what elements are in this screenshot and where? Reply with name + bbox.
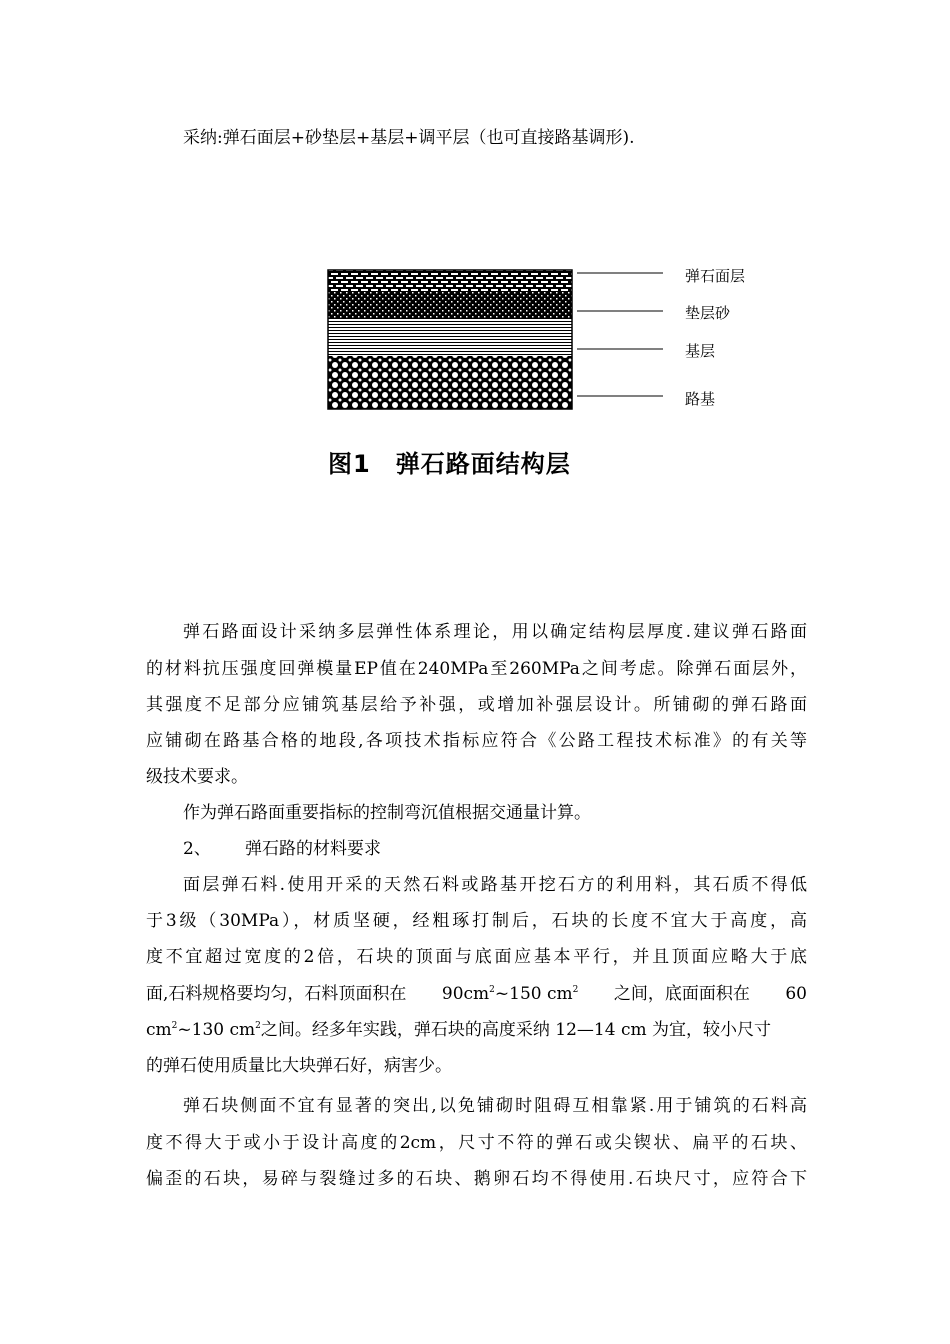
p3-line4-num: 60 xyxy=(785,984,807,1004)
paragraph-4-line-1: 弹石块侧面不宜有显著的突出,以免铺砌时阻碍互相靠紧.用于铺筑的石料高 xyxy=(183,1096,807,1116)
paragraph-1-line-3: 其强度不足部分应铺筑基层给予补强，或增加补强层设计。所铺砌的弹石路面 xyxy=(146,695,807,715)
p3-line4-text: 面,石料规格要均匀，石料顶面积在 xyxy=(146,984,407,1004)
label-subgrade-layer: 路基 xyxy=(685,390,716,408)
figure-caption: 图1 弹石路面结构层 xyxy=(328,450,571,478)
section-number: 2、 xyxy=(183,839,211,859)
paragraph-1-line-2: 的材料抗压强度回弹模量EP值在240MPa至260MPa之间考虑。除弹石面层外， xyxy=(146,659,807,679)
paragraph-3-line-4 xyxy=(146,984,807,1004)
paragraph-1-line-4: 应铺砌在路基合格的地段,各项技术指标应符合《公路工程技术标准》的有关等 xyxy=(146,731,807,751)
paragraph-3-line-6: 的弹石使用质量比大块弹石好，病害少。 xyxy=(146,1056,452,1076)
paragraph-4-line-3: 偏歪的石块，易碎与裂缝过多的石块、鹅卵石均不得使用.石块尺寸，应符合下 xyxy=(146,1169,807,1189)
paragraph-3-line-5: $cm^2\sim 130$ $cm^2$之间。经多年实践，弹石块的高度采纳 12—14 cm 为宜，较小尺寸 xyxy=(146,1020,771,1040)
layer-base xyxy=(328,318,572,356)
paragraph-3-line-2: 于3级（30MPa），材质坚硬，经粗琢打制后，石块的长度不宜大于高度，高 xyxy=(146,911,807,931)
paragraph-3-line-3: 度不宜超过宽度的2倍，石块的顶面与底面应基本平行，并且顶面应略大于底 xyxy=(146,947,807,967)
paragraph-1-line-1: 弹石路面设计采纳多层弹性体系理论，用以确定结构层厚度.建议弹石路面 xyxy=(183,622,807,642)
paragraph-2: 作为弹石路面重要指标的控制弯沉值根据交通量计算。 xyxy=(183,803,591,823)
layer-sand-cushion xyxy=(328,292,572,318)
label-sand-layer: 垫层砂 xyxy=(685,304,731,322)
paragraph-1-line-5: 级技术要求。 xyxy=(146,767,248,787)
section-title: 弹石路的材料要求 xyxy=(245,839,381,859)
paragraph-4-line-2: 度不得大于或小于设计高度的2cm，尺寸不符的弹石或尖锲状、扁平的石块、 xyxy=(146,1133,807,1153)
p3-line4-between: 之间，底面面积在 xyxy=(613,984,750,1004)
p3-line4-area: $90cm^2\sim 150$ $cm^2$ xyxy=(441,984,579,1004)
layer-subgrade xyxy=(328,356,572,409)
layer-surface xyxy=(328,270,572,292)
intro-text: 采纳:弹石面层+砂垫层+基层+调平层（也可直接路基调形). xyxy=(183,128,635,148)
label-surface-layer: 弹石面层 xyxy=(685,267,746,285)
pavement-structure-diagram xyxy=(0,0,950,500)
paragraph-3-line-1: 面层弹石料.使用开采的天然石料或路基开挖石方的利用料，其石质不得低 xyxy=(183,875,807,895)
label-base-layer: 基层 xyxy=(685,342,716,360)
